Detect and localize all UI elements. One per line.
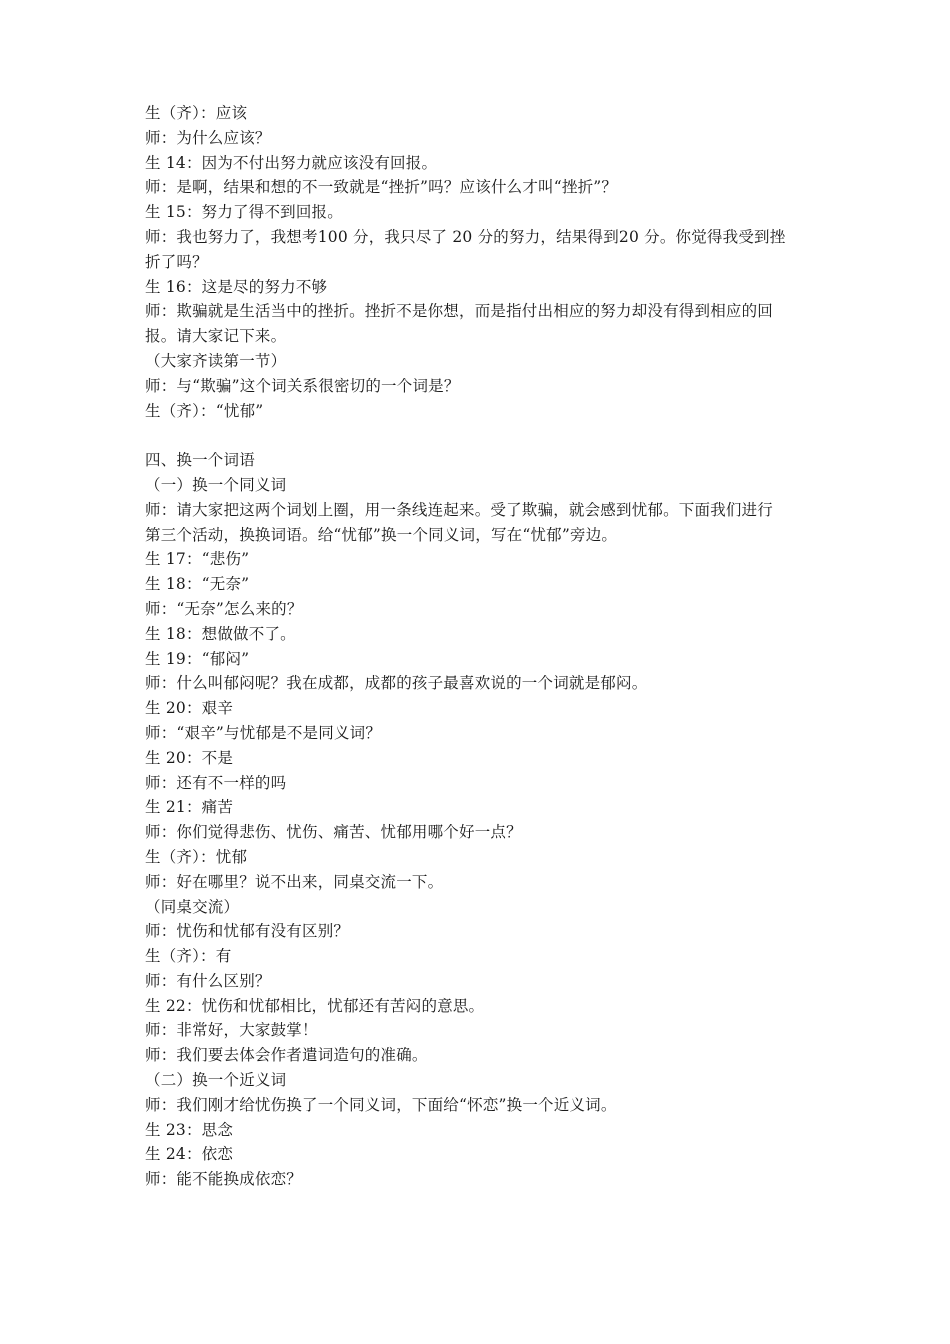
transcript-line: 师：还有不一样的吗 [145, 773, 287, 792]
transcript-line: 师：有什么区别？ [145, 971, 271, 990]
transcript-line: 生（齐）：忧郁 [145, 847, 248, 866]
transcript-line: 生（齐）：应该 [145, 104, 248, 122]
transcript-line: 师：“艰辛”与忧郁是不是同义词？ [145, 723, 382, 742]
transcript-line: 生 23：思念 [145, 1120, 234, 1139]
transcript-line: （大家齐读第一节） [145, 351, 287, 370]
transcript-line: 生 20：艰辛 [145, 699, 234, 718]
transcript-line: 四、换一个词语 [145, 451, 255, 470]
transcript-line: 师：我们要去体会作者遣词造句的准确。 [145, 1046, 428, 1065]
transcript-line: 生（齐）：有 [145, 947, 232, 966]
transcript-line: 第三个活动，换换词语。给“忧郁”换一个同义词，写在“忧郁”旁边。 [145, 525, 618, 544]
transcript-line: 师：请大家把这两个词划上圈，用一条线连起来。受了欺骗，就会感到忧郁。下面我们进行 [145, 500, 774, 519]
transcript-line: （同桌交流） [145, 897, 240, 916]
transcript-line: 生（齐）：“忧郁” [145, 401, 264, 420]
blank-line [145, 423, 825, 448]
transcript-line: 师：非常好，大家鼓掌！ [145, 1021, 318, 1040]
transcript-line: 报。请大家记下来。 [145, 327, 287, 346]
transcript-line: 师：忧伤和忧郁有没有区别？ [145, 922, 350, 941]
transcript-line: 师：是啊，结果和想的不一致就是“挫折”吗？应该什么才叫“挫折”？ [145, 178, 618, 197]
transcript-line: 生 21：痛苦 [145, 798, 234, 817]
transcript-line: 生 14：因为不付出努力就应该没有回报。 [145, 153, 438, 172]
transcript-line: 师：我也努力了，我想考100 分，我只尽了 20 分的努力，结果得到20 分。你觉得我受到挫 [145, 227, 786, 246]
transcript-line: 师：能不能换成依恋？ [145, 1170, 303, 1189]
transcript-line: 生 19：“郁闷” [145, 649, 250, 668]
transcript-line: 生 18：“无奈” [145, 575, 250, 594]
transcript-line: 生 20：不是 [145, 748, 234, 767]
transcript-line: 师：“无奈”怎么来的？ [145, 599, 303, 618]
lesson-transcript [145, 101, 825, 1192]
transcript-line: 师：你们觉得悲伤、忧伤、痛苦、忧郁用哪个好一点？ [145, 823, 522, 842]
transcript-line: 师：与“欺骗”这个词关系很密切的一个词是？ [145, 376, 460, 395]
transcript-line: 生 24：依恋 [145, 1145, 234, 1164]
transcript-line: 生 22：忧伤和忧郁相比，忧郁还有苦闷的意思。 [145, 996, 485, 1015]
transcript-line: 师：好在哪里？说不出来，同桌交流一下。 [145, 872, 444, 891]
transcript-line: 师：为什么应该？ [145, 128, 271, 147]
transcript-line: 师：我们刚才给忧伤换了一个同义词，下面给“怀恋”换一个近义词。 [145, 1095, 617, 1114]
transcript-line: 折了吗？ [145, 252, 208, 271]
transcript-line: 师：什么叫郁闷呢？我在成都，成都的孩子最喜欢说的一个词就是郁闷。 [145, 674, 648, 693]
transcript-line: （二）换一个近义词 [145, 1071, 287, 1090]
transcript-line: 生 18：想做做不了。 [145, 624, 296, 643]
transcript-line: 生 17：“悲伤” [145, 550, 250, 569]
transcript-line: 师：欺骗就是生活当中的挫折。挫折不是你想，而是指付出相应的努力却没有得到相应的回 [145, 302, 774, 321]
transcript-line: （一）换一个同义词 [145, 475, 287, 494]
transcript-line: 生 16：这是尽的努力不够 [145, 277, 328, 296]
transcript-line: 生 15：努力了得不到回报。 [145, 203, 343, 222]
